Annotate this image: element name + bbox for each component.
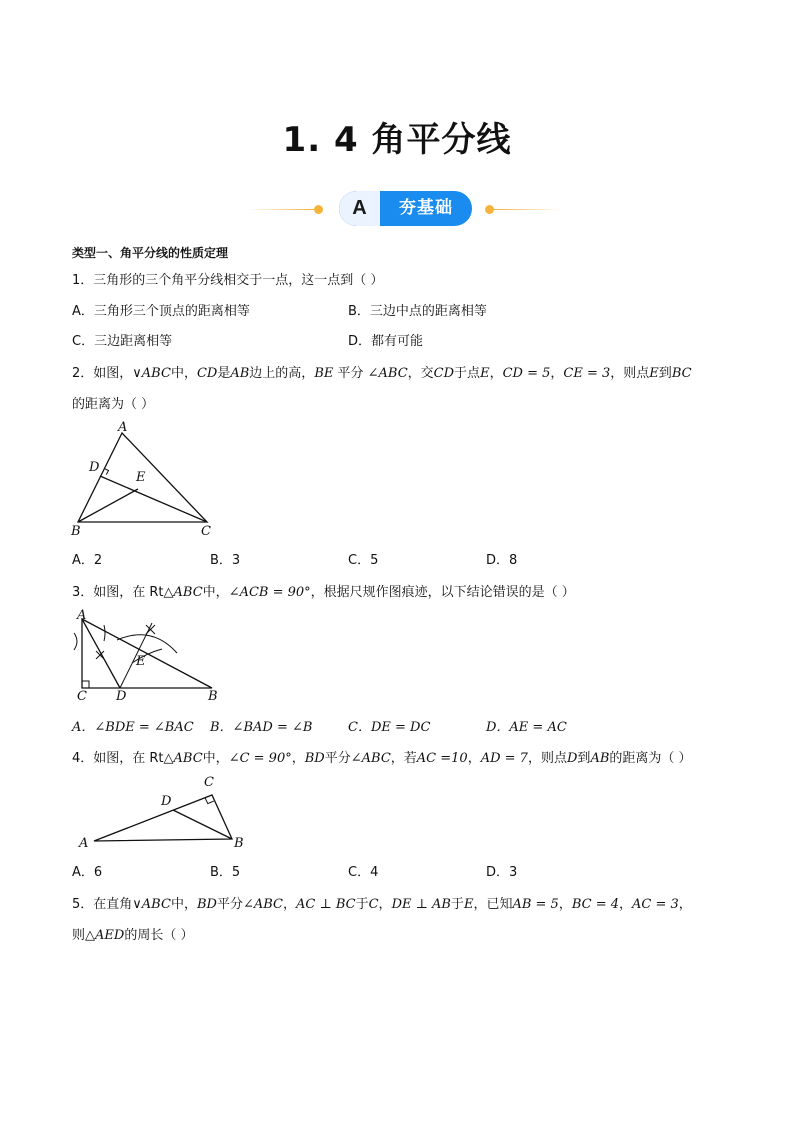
q5-math: AB = 5 — [512, 897, 559, 912]
banner-letter: A — [339, 191, 380, 226]
q3-text: ，根据尺规作图痕迹，以下结论错误的是（ ） — [310, 585, 575, 600]
q2-text: ，则点 — [610, 366, 650, 381]
q4-text: 到 — [577, 751, 591, 766]
q3-label-c: C — [77, 689, 87, 704]
q2-text: 平分 — [333, 366, 368, 381]
q4-stem — [72, 747, 692, 766]
q2-math: CD — [433, 366, 455, 381]
q5-text: 于 — [355, 897, 369, 912]
q2-math: AB — [230, 366, 250, 381]
q5-text: ， — [558, 897, 572, 912]
q2-text: 到 — [658, 366, 672, 381]
q3-text: 3．如图，在 Rt△ — [72, 585, 174, 600]
q4-math: BD — [304, 751, 325, 766]
q4-figure — [72, 770, 257, 850]
q3-arc — [104, 625, 105, 641]
q4-text: ，则点 — [527, 751, 567, 766]
q4-math: ∠C = 90° — [228, 751, 292, 766]
q4-right-angle-mark — [205, 798, 214, 804]
q2-label-d: D — [89, 460, 100, 475]
q5-text: ， — [678, 897, 692, 912]
q2-option-c: C．5 — [348, 553, 379, 568]
q2-text: ， — [550, 366, 564, 381]
q5-text: ， — [619, 897, 633, 912]
q5-text: 则 — [72, 928, 86, 943]
q4-text: 中， — [202, 751, 229, 766]
q2-text: 是 — [217, 366, 231, 381]
q4-text: ， — [467, 751, 481, 766]
q5-text: ， — [282, 897, 296, 912]
banner-right-line — [494, 209, 560, 210]
q2-text: 于点 — [454, 366, 481, 381]
q4-math: AC =10 — [416, 751, 468, 766]
q5-math: ∨ABC — [132, 897, 171, 912]
banner-right-dot — [485, 205, 494, 214]
q4-text: 4．如图，在 Rt△ — [72, 751, 174, 766]
q4-text: 平分 — [324, 751, 351, 766]
q3-stem — [72, 581, 575, 600]
q4-label-a: A — [79, 836, 89, 850]
q2-text: ， — [489, 366, 503, 381]
q2-math: CD = 5 — [502, 366, 551, 381]
q4-label-c: C — [204, 775, 214, 790]
q2-label-c: C — [201, 524, 211, 539]
q4-math: ∠ABC — [350, 751, 391, 766]
q5-math: AC ⊥ BC — [296, 897, 356, 912]
q2-math: E — [480, 366, 490, 381]
q4-option-a: A．6 — [72, 865, 103, 880]
section-banner — [0, 188, 794, 228]
q3-label-a: A — [77, 608, 87, 623]
q3-option-b: B．∠BAD = ∠B — [210, 720, 313, 735]
q4-option-b: B．5 — [210, 865, 241, 880]
q4-math: D — [566, 751, 578, 766]
banner-label: 夯基础 — [399, 198, 453, 218]
q4-option-d: D．3 — [486, 865, 518, 880]
q4-text: ， — [291, 751, 305, 766]
q3-label-d: D — [116, 689, 127, 704]
q2-text: ，交 — [407, 366, 434, 381]
q3-option-a: A．∠BDE = ∠BAC — [72, 720, 194, 735]
q5-text: 平分 — [216, 897, 243, 912]
q2-altitude-cd — [100, 476, 207, 522]
q3-arc — [74, 633, 77, 650]
q5-math: C — [368, 897, 379, 912]
q2-label-e: E — [136, 470, 146, 485]
q2-text: 边上的高， — [249, 366, 315, 381]
q5-stem-line2 — [72, 924, 193, 943]
q5-math: E — [463, 897, 474, 912]
q5-math: DE ⊥ AB — [391, 897, 451, 912]
q2-text: 中， — [170, 366, 197, 381]
q2-stem-line2: 的距离为（ ） — [72, 397, 155, 412]
q4-text: ，若 — [390, 751, 417, 766]
q2-label-b: B — [71, 524, 81, 539]
q2-figure — [62, 418, 232, 540]
q5-math: ∠ABC — [242, 897, 283, 912]
q4-label-d: D — [161, 794, 172, 809]
q3-option-d: D．AE = AC — [486, 720, 567, 735]
q5-math: △AED — [85, 928, 125, 943]
q5-text: 的周长（ ） — [124, 928, 194, 943]
q3-arc — [117, 635, 177, 653]
q2-math: ∠ABC — [367, 366, 408, 381]
q2-math: BC — [671, 366, 692, 381]
q3-right-angle-mark — [82, 681, 89, 688]
q5-math: BD — [196, 897, 217, 912]
q5-text: 中， — [170, 897, 197, 912]
section-heading: 类型一、角平分线的性质定理 — [72, 246, 229, 260]
q4-option-c: C．4 — [348, 865, 379, 880]
q3-label-e: E — [136, 654, 146, 669]
q5-text: 5．在直角 — [72, 897, 133, 912]
q4-math: AD = 7 — [480, 751, 528, 766]
q1-option-a: A．三角形三个顶点的距离相等 — [72, 304, 250, 319]
q2-bisector-be — [78, 489, 138, 522]
q5-text: ， — [378, 897, 392, 912]
q2-math: ∨ABC — [132, 366, 171, 381]
q1-stem: 1．三角形的三个角平分线相交于一点，这一点到（ ） — [72, 273, 384, 288]
q3-text: 中， — [202, 585, 229, 600]
q3-figure — [62, 605, 232, 705]
q5-math: BC = 4 — [571, 897, 620, 912]
q5-text: ，已知 — [473, 897, 513, 912]
q2-stem — [72, 362, 692, 381]
q2-math: CE = 3 — [563, 366, 611, 381]
banner-left-dot — [314, 205, 323, 214]
q3-math: ∠ACB = 90° — [228, 585, 311, 600]
q2-math: CD — [196, 366, 218, 381]
q4-bisector-bd — [173, 810, 232, 839]
q3-math: ABC — [173, 585, 203, 600]
q2-text: 2．如图， — [72, 366, 133, 381]
q2-math: BE — [314, 366, 334, 381]
q2-right-angle-mark — [105, 469, 109, 475]
q5-math: AC = 3 — [632, 897, 679, 912]
q5-text: 于 — [450, 897, 464, 912]
page-title: 1. 4 角平分线 — [282, 120, 512, 160]
q4-math: AB — [590, 751, 610, 766]
q2-label-a: A — [118, 420, 128, 435]
q4-text: 的距离为（ ） — [609, 751, 692, 766]
banner-left-line — [248, 209, 314, 210]
q1-option-d: D．都有可能 — [348, 334, 424, 349]
q2-option-b: B．3 — [210, 553, 241, 568]
q1-option-c: C．三边距离相等 — [72, 334, 173, 349]
q4-label-b: B — [234, 836, 244, 850]
q3-label-b: B — [208, 689, 218, 704]
q2-option-d: D．8 — [486, 553, 518, 568]
q3-option-c: C．DE = DC — [348, 720, 431, 735]
banner-pill — [339, 191, 472, 226]
q5-stem — [72, 893, 692, 912]
q2-option-a: A．2 — [72, 553, 103, 568]
q4-math: ABC — [173, 751, 203, 766]
q2-math: E — [649, 366, 659, 381]
q1-option-b: B．三边中点的距离相等 — [348, 304, 487, 319]
